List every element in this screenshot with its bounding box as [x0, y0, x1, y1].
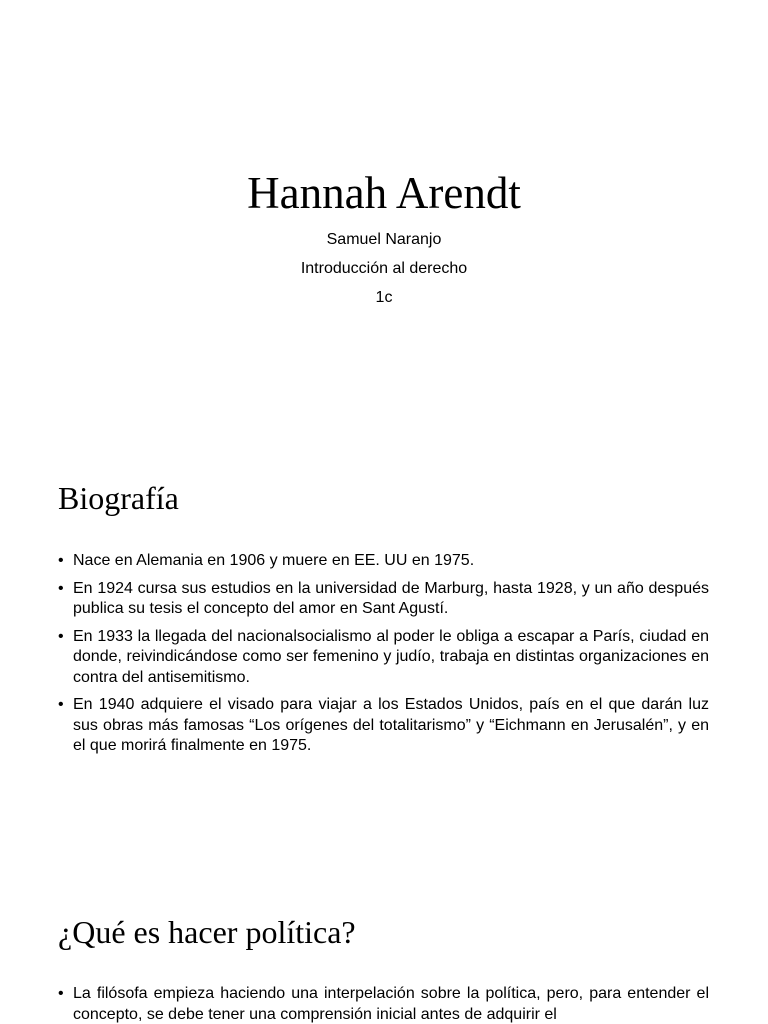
- bullet-icon: •: [58, 552, 64, 569]
- group-label: 1c: [375, 289, 393, 306]
- list-item-text: La filósofa empieza haciendo una interpelación sobre la política, pero, para entender el concepto, se debe tener una comprensión inicial antes de adquirir el: [73, 985, 709, 1023]
- list-item: [58, 579, 709, 620]
- title-slide: [0, 0, 768, 440]
- presentation-title: Hannah Arendt: [247, 168, 521, 218]
- biography-bullet-list: [58, 551, 709, 764]
- politics-heading: ¿Qué es hacer política?: [58, 914, 356, 950]
- bullet-icon: •: [58, 985, 64, 1002]
- bullet-icon: •: [58, 696, 64, 713]
- politics-slide: [0, 880, 768, 1024]
- list-item: [58, 551, 709, 572]
- list-item-text: En 1924 cursa sus estudios en la universidad de Marburg, hasta 1928, y un año después publica su tesis el concepto del amor en Sant Agustí.: [73, 579, 709, 617]
- list-item-text: Nace en Alemania en 1906 y muere en EE. UU en 1975.: [73, 552, 475, 569]
- biography-heading: Biografía: [58, 480, 179, 516]
- author-name: Samuel Naranjo: [326, 231, 442, 248]
- list-item-text: En 1933 la llegada del nacionalsocialismo al poder le obliga a escapar a París, ciudad en donde, reivindicándose como ser femenino y judío, trabaja en distintas organizaciones en contra del antisemitismo.: [73, 627, 709, 686]
- list-item-text: En 1940 adquiere el visado para viajar a los Estados Unidos, país en el que darán luz sus obras más famosas “Los orígenes del totalitarismo” y “Eichmann en Jerusalén”, y en el que morirá finalmente en 1975.: [73, 696, 709, 754]
- politics-bullet-list: [58, 984, 709, 1024]
- list-item: [58, 695, 709, 757]
- list-item: [58, 627, 709, 689]
- biography-slide: [0, 440, 768, 880]
- list-item: [58, 984, 709, 1024]
- course-name: Introducción al derecho: [300, 260, 468, 277]
- bullet-icon: •: [58, 579, 64, 597]
- bullet-icon: •: [58, 627, 64, 645]
